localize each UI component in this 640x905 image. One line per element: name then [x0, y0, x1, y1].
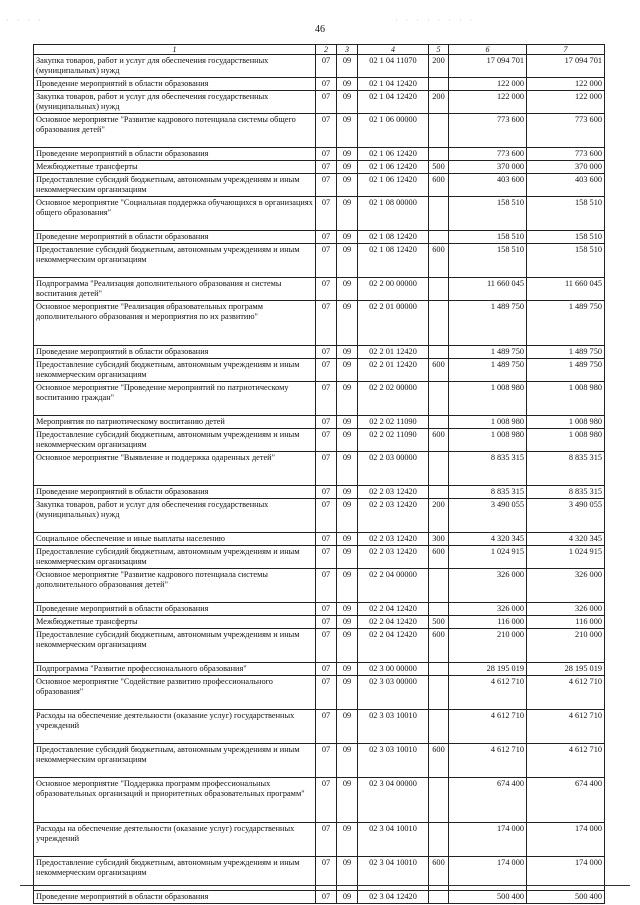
row-expense-type-cell: [429, 486, 449, 499]
row-amount-1-cell: 4 320 345: [449, 533, 527, 546]
row-amount-2-cell: 500 400: [527, 891, 605, 904]
row-section-cell: 07: [316, 161, 337, 174]
row-target-article-cell: 02 2 04 00000: [358, 569, 429, 603]
row-target-article-cell: 02 1 06 12420: [358, 161, 429, 174]
row-amount-2-cell: 158 510: [527, 244, 605, 278]
row-amount-1-cell: 158 510: [449, 197, 527, 231]
row-expense-type-cell: [429, 197, 449, 231]
row-expense-type-cell: [429, 416, 449, 429]
row-target-article-cell: 02 2 04 12420: [358, 616, 429, 629]
row-name-cell: Основное мероприятие "Выявление и поддержка одаренных детей": [34, 452, 316, 486]
row-amount-1-cell: 403 600: [449, 174, 527, 197]
table-row: [34, 197, 605, 231]
table-header-row: [34, 45, 605, 55]
row-expense-type-cell: 200: [429, 499, 449, 533]
row-target-article-cell: 02 2 04 12420: [358, 603, 429, 616]
row-subsection-cell: 09: [337, 486, 358, 499]
row-section-cell: 07: [316, 231, 337, 244]
row-target-article-cell: 02 2 01 12420: [358, 359, 429, 382]
row-amount-2-cell: 773 600: [527, 148, 605, 161]
row-target-article-cell: 02 3 04 00000: [358, 778, 429, 823]
row-name-cell: Закупка товаров, работ и услуг для обеспечения государственных (муниципальных) нужд: [34, 499, 316, 533]
row-expense-type-cell: [429, 823, 449, 857]
row-target-article-cell: 02 2 01 00000: [358, 301, 429, 346]
row-subsection-cell: 09: [337, 710, 358, 744]
row-section-cell: 07: [316, 174, 337, 197]
header-col-7: 7: [527, 45, 605, 55]
row-amount-2-cell: 370 000: [527, 161, 605, 174]
row-subsection-cell: 09: [337, 55, 358, 78]
row-subsection-cell: 09: [337, 629, 358, 663]
row-amount-2-cell: 11 660 045: [527, 278, 605, 301]
row-amount-2-cell: 326 000: [527, 569, 605, 603]
row-section-cell: 07: [316, 91, 337, 114]
table-row: [34, 891, 605, 904]
row-amount-2-cell: 17 094 701: [527, 55, 605, 78]
row-amount-1-cell: 28 195 019: [449, 663, 527, 676]
row-name-cell: Проведение мероприятий в области образования: [34, 148, 316, 161]
row-name-cell: Основное мероприятие "Проведение мероприятий по патриотическому воспитанию граждан": [34, 382, 316, 416]
row-amount-2-cell: 674 400: [527, 778, 605, 823]
row-target-article-cell: 02 1 04 11070: [358, 55, 429, 78]
row-expense-type-cell: [429, 452, 449, 486]
row-name-cell: Межбюджетные трансферты: [34, 161, 316, 174]
row-name-cell: Проведение мероприятий в области образования: [34, 486, 316, 499]
row-target-article-cell: 02 2 02 00000: [358, 382, 429, 416]
row-amount-1-cell: 326 000: [449, 603, 527, 616]
row-expense-type-cell: [429, 346, 449, 359]
row-amount-2-cell: 116 000: [527, 616, 605, 629]
row-amount-2-cell: 158 510: [527, 231, 605, 244]
row-name-cell: Социальное обеспечение и иные выплаты населению: [34, 533, 316, 546]
row-expense-type-cell: 500: [429, 616, 449, 629]
header-col-3: 3: [337, 45, 358, 55]
row-section-cell: 07: [316, 148, 337, 161]
row-amount-2-cell: 28 195 019: [527, 663, 605, 676]
row-subsection-cell: 09: [337, 778, 358, 823]
row-section-cell: 07: [316, 710, 337, 744]
row-amount-1-cell: 174 000: [449, 857, 527, 891]
row-expense-type-cell: 600: [429, 546, 449, 569]
row-name-cell: Предоставление субсидий бюджетным, автономным учреждениям и иным некоммерческим организациям: [34, 546, 316, 569]
row-expense-type-cell: [429, 231, 449, 244]
row-expense-type-cell: [429, 278, 449, 301]
row-subsection-cell: 09: [337, 78, 358, 91]
row-amount-1-cell: 1 024 915: [449, 546, 527, 569]
row-subsection-cell: 09: [337, 161, 358, 174]
row-subsection-cell: 09: [337, 91, 358, 114]
row-name-cell: Закупка товаров, работ и услуг для обеспечения государственных (муниципальных) нужд: [34, 91, 316, 114]
row-amount-2-cell: 122 000: [527, 91, 605, 114]
row-name-cell: Основное мероприятие "Развитие кадрового потенциала системы общего образования детей": [34, 114, 316, 148]
row-section-cell: 07: [316, 499, 337, 533]
row-amount-1-cell: 1 489 750: [449, 346, 527, 359]
row-amount-2-cell: 1 489 750: [527, 346, 605, 359]
row-amount-1-cell: 116 000: [449, 616, 527, 629]
row-name-cell: Основное мероприятие "Реализация образовательных программ дополнительного образования и мероприятия по их развитию": [34, 301, 316, 346]
row-name-cell: Мероприятия по патриотическому воспитанию детей: [34, 416, 316, 429]
page-bottom-rule: [20, 885, 630, 886]
row-section-cell: 07: [316, 197, 337, 231]
row-expense-type-cell: 600: [429, 429, 449, 452]
row-name-cell: Предоставление субсидий бюджетным, автономным учреждениям и иным некоммерческим организациям: [34, 744, 316, 778]
row-target-article-cell: 02 1 06 12420: [358, 174, 429, 197]
row-subsection-cell: 09: [337, 663, 358, 676]
row-amount-2-cell: 1 008 980: [527, 416, 605, 429]
row-section-cell: 07: [316, 278, 337, 301]
table-row: [34, 148, 605, 161]
row-amount-2-cell: 4 320 345: [527, 533, 605, 546]
row-target-article-cell: 02 1 08 12420: [358, 244, 429, 278]
row-amount-1-cell: 17 094 701: [449, 55, 527, 78]
row-amount-2-cell: 8 835 315: [527, 486, 605, 499]
row-section-cell: 07: [316, 359, 337, 382]
page-number: 46: [315, 24, 325, 35]
row-name-cell: Предоставление субсидий бюджетным, автономным учреждениям и иным некоммерческим организациям: [34, 359, 316, 382]
row-expense-type-cell: [429, 114, 449, 148]
row-amount-2-cell: 158 510: [527, 197, 605, 231]
table-row: [34, 382, 605, 416]
row-expense-type-cell: 600: [429, 174, 449, 197]
row-subsection-cell: 09: [337, 148, 358, 161]
row-target-article-cell: 02 2 03 12420: [358, 533, 429, 546]
table-row: [34, 231, 605, 244]
row-section-cell: 07: [316, 533, 337, 546]
row-section-cell: 07: [316, 569, 337, 603]
table-row: [34, 546, 605, 569]
row-expense-type-cell: [429, 148, 449, 161]
row-section-cell: 07: [316, 55, 337, 78]
table-row: [34, 629, 605, 663]
row-amount-2-cell: 1 008 980: [527, 382, 605, 416]
row-amount-1-cell: 122 000: [449, 91, 527, 114]
row-section-cell: 07: [316, 429, 337, 452]
row-section-cell: 07: [316, 382, 337, 416]
row-target-article-cell: 02 1 06 12420: [358, 148, 429, 161]
row-expense-type-cell: 600: [429, 857, 449, 891]
row-expense-type-cell: 600: [429, 629, 449, 663]
row-amount-1-cell: 174 000: [449, 823, 527, 857]
row-section-cell: 07: [316, 416, 337, 429]
row-subsection-cell: 09: [337, 569, 358, 603]
row-name-cell: Подпрограмма "Реализация дополнительного образования и системы воспитания детей": [34, 278, 316, 301]
row-amount-2-cell: 773 600: [527, 114, 605, 148]
header-col-4: 4: [358, 45, 429, 55]
row-subsection-cell: 09: [337, 603, 358, 616]
row-amount-1-cell: 370 000: [449, 161, 527, 174]
header-col-1: 1: [34, 45, 316, 55]
row-subsection-cell: 09: [337, 452, 358, 486]
row-target-article-cell: 02 2 00 00000: [358, 278, 429, 301]
row-amount-1-cell: 3 490 055: [449, 499, 527, 533]
row-name-cell: Основное мероприятие "Развитие кадрового потенциала системы дополнительного образования детей": [34, 569, 316, 603]
row-section-cell: 07: [316, 78, 337, 91]
row-subsection-cell: 09: [337, 857, 358, 891]
row-amount-1-cell: 210 000: [449, 629, 527, 663]
row-expense-type-cell: 300: [429, 533, 449, 546]
row-amount-2-cell: 4 612 710: [527, 676, 605, 710]
row-subsection-cell: 09: [337, 197, 358, 231]
row-amount-2-cell: 122 000: [527, 78, 605, 91]
row-section-cell: 07: [316, 891, 337, 904]
row-section-cell: 07: [316, 629, 337, 663]
row-amount-1-cell: 1 489 750: [449, 301, 527, 346]
row-target-article-cell: 02 1 08 00000: [358, 197, 429, 231]
row-subsection-cell: 09: [337, 744, 358, 778]
table-row: [34, 161, 605, 174]
scan-artifact-dots-left: · · · ·: [6, 16, 44, 25]
row-amount-1-cell: 4 612 710: [449, 676, 527, 710]
table-row: [34, 91, 605, 114]
row-expense-type-cell: [429, 778, 449, 823]
row-subsection-cell: 09: [337, 616, 358, 629]
table-row: [34, 359, 605, 382]
row-target-article-cell: 02 1 08 12420: [358, 231, 429, 244]
row-amount-1-cell: 1 008 980: [449, 382, 527, 416]
row-target-article-cell: 02 2 02 11090: [358, 429, 429, 452]
row-target-article-cell: 02 2 03 00000: [358, 452, 429, 486]
row-expense-type-cell: [429, 569, 449, 603]
row-subsection-cell: 09: [337, 244, 358, 278]
table-row: [34, 823, 605, 857]
table-row: [34, 533, 605, 546]
row-subsection-cell: 09: [337, 301, 358, 346]
row-section-cell: 07: [316, 744, 337, 778]
row-subsection-cell: 09: [337, 359, 358, 382]
row-subsection-cell: 09: [337, 346, 358, 359]
row-amount-2-cell: 326 000: [527, 603, 605, 616]
row-expense-type-cell: [429, 603, 449, 616]
row-section-cell: 07: [316, 823, 337, 857]
table-row: [34, 486, 605, 499]
row-section-cell: 07: [316, 857, 337, 891]
row-target-article-cell: 02 2 04 12420: [358, 629, 429, 663]
row-target-article-cell: 02 2 02 11090: [358, 416, 429, 429]
row-target-article-cell: 02 2 03 12420: [358, 546, 429, 569]
row-subsection-cell: 09: [337, 533, 358, 546]
table-row: [34, 616, 605, 629]
row-amount-2-cell: 1 008 980: [527, 429, 605, 452]
table-row: [34, 499, 605, 533]
row-amount-2-cell: 8 835 315: [527, 452, 605, 486]
row-subsection-cell: 09: [337, 114, 358, 148]
table-row: [34, 55, 605, 78]
row-target-article-cell: 02 1 04 12420: [358, 91, 429, 114]
row-name-cell: Расходы на обеспечение деятельности (оказание услуг) государственных учреждений: [34, 823, 316, 857]
row-amount-2-cell: 174 000: [527, 857, 605, 891]
row-name-cell: Предоставление субсидий бюджетным, автономным учреждениям и иным некоммерческим организациям: [34, 857, 316, 891]
row-section-cell: 07: [316, 452, 337, 486]
row-subsection-cell: 09: [337, 429, 358, 452]
row-target-article-cell: 02 3 04 10010: [358, 857, 429, 891]
table-row: [34, 778, 605, 823]
row-section-cell: 07: [316, 486, 337, 499]
row-subsection-cell: 09: [337, 231, 358, 244]
table-row: [34, 710, 605, 744]
row-expense-type-cell: 200: [429, 91, 449, 114]
row-expense-type-cell: [429, 78, 449, 91]
header-col-5: 5: [429, 45, 449, 55]
row-section-cell: 07: [316, 663, 337, 676]
row-subsection-cell: 09: [337, 823, 358, 857]
row-name-cell: Расходы на обеспечение деятельности (оказание услуг) государственных учреждений: [34, 710, 316, 744]
row-expense-type-cell: [429, 676, 449, 710]
row-section-cell: 07: [316, 114, 337, 148]
row-amount-1-cell: 122 000: [449, 78, 527, 91]
row-amount-2-cell: 1 489 750: [527, 301, 605, 346]
row-section-cell: 07: [316, 301, 337, 346]
row-target-article-cell: 02 2 03 12420: [358, 499, 429, 533]
header-col-2: 2: [316, 45, 337, 55]
row-name-cell: Проведение мероприятий в области образования: [34, 891, 316, 904]
row-target-article-cell: 02 3 03 10010: [358, 744, 429, 778]
row-amount-1-cell: 500 400: [449, 891, 527, 904]
row-name-cell: Предоставление субсидий бюджетным, автономным учреждениям и иным некоммерческим организациям: [34, 429, 316, 452]
row-section-cell: 07: [316, 778, 337, 823]
row-amount-2-cell: 210 000: [527, 629, 605, 663]
row-expense-type-cell: 600: [429, 244, 449, 278]
table-row: [34, 429, 605, 452]
row-target-article-cell: 02 1 06 00000: [358, 114, 429, 148]
row-amount-1-cell: 158 510: [449, 231, 527, 244]
row-amount-2-cell: 174 000: [527, 823, 605, 857]
row-subsection-cell: 09: [337, 546, 358, 569]
row-amount-1-cell: 773 600: [449, 148, 527, 161]
row-amount-2-cell: 1 024 915: [527, 546, 605, 569]
table-row: [34, 676, 605, 710]
row-expense-type-cell: 500: [429, 161, 449, 174]
table-row: [34, 244, 605, 278]
row-name-cell: Подпрограмма "Развитие профессионального образования": [34, 663, 316, 676]
row-name-cell: Проведение мероприятий в области образования: [34, 603, 316, 616]
row-amount-1-cell: 4 612 710: [449, 710, 527, 744]
row-amount-1-cell: 1 489 750: [449, 359, 527, 382]
row-expense-type-cell: [429, 382, 449, 416]
row-name-cell: Предоставление субсидий бюджетным, автономным учреждениям и иным некоммерческим организациям: [34, 244, 316, 278]
row-amount-1-cell: 1 008 980: [449, 429, 527, 452]
table-row: [34, 452, 605, 486]
row-name-cell: Межбюджетные трансферты: [34, 616, 316, 629]
header-col-6: 6: [449, 45, 527, 55]
row-amount-2-cell: 403 600: [527, 174, 605, 197]
row-name-cell: Закупка товаров, работ и услуг для обеспечения государственных (муниципальных) нужд: [34, 55, 316, 78]
table-row: [34, 78, 605, 91]
row-subsection-cell: 09: [337, 676, 358, 710]
row-subsection-cell: 09: [337, 891, 358, 904]
row-amount-2-cell: 1 489 750: [527, 359, 605, 382]
row-amount-1-cell: 158 510: [449, 244, 527, 278]
row-name-cell: Предоставление субсидий бюджетным, автономным учреждениям и иным некоммерческим организациям: [34, 629, 316, 663]
row-amount-2-cell: 4 612 710: [527, 744, 605, 778]
table-row: [34, 301, 605, 346]
row-amount-1-cell: 674 400: [449, 778, 527, 823]
row-name-cell: Проведение мероприятий в области образования: [34, 346, 316, 359]
row-subsection-cell: 09: [337, 499, 358, 533]
row-expense-type-cell: 600: [429, 359, 449, 382]
table-row: [34, 569, 605, 603]
row-amount-1-cell: 8 835 315: [449, 452, 527, 486]
row-name-cell: Проведение мероприятий в области образования: [34, 231, 316, 244]
row-amount-1-cell: 773 600: [449, 114, 527, 148]
row-name-cell: Основное мероприятие "Поддержка программ профессиональных образовательных организаций и приоритетных образовательных программ": [34, 778, 316, 823]
row-name-cell: Основное мероприятие "Социальная поддержка обучающихся в организациях общего образования": [34, 197, 316, 231]
row-section-cell: 07: [316, 546, 337, 569]
table-row: [34, 174, 605, 197]
table-body: [34, 55, 605, 904]
row-subsection-cell: 09: [337, 416, 358, 429]
row-subsection-cell: 09: [337, 174, 358, 197]
budget-table: [33, 44, 605, 904]
row-amount-1-cell: 8 835 315: [449, 486, 527, 499]
row-target-article-cell: 02 2 01 12420: [358, 346, 429, 359]
row-target-article-cell: 02 3 04 12420: [358, 891, 429, 904]
table-row: [34, 278, 605, 301]
table-row: [34, 416, 605, 429]
row-target-article-cell: 02 2 03 12420: [358, 486, 429, 499]
table-row: [34, 114, 605, 148]
table-row: [34, 663, 605, 676]
row-expense-type-cell: [429, 663, 449, 676]
row-amount-2-cell: 4 612 710: [527, 710, 605, 744]
row-target-article-cell: 02 3 04 10010: [358, 823, 429, 857]
row-section-cell: 07: [316, 676, 337, 710]
row-subsection-cell: 09: [337, 278, 358, 301]
row-name-cell: Проведение мероприятий в области образования: [34, 78, 316, 91]
row-target-article-cell: 02 3 03 00000: [358, 676, 429, 710]
row-name-cell: Предоставление субсидий бюджетным, автономным учреждениям и иным некоммерческим организациям: [34, 174, 316, 197]
row-target-article-cell: 02 1 04 12420: [358, 78, 429, 91]
row-target-article-cell: 02 3 00 00000: [358, 663, 429, 676]
row-expense-type-cell: 200: [429, 55, 449, 78]
row-section-cell: 07: [316, 346, 337, 359]
table-row: [34, 603, 605, 616]
row-section-cell: 07: [316, 603, 337, 616]
row-amount-2-cell: 3 490 055: [527, 499, 605, 533]
row-amount-1-cell: 11 660 045: [449, 278, 527, 301]
row-amount-1-cell: 4 612 710: [449, 744, 527, 778]
row-amount-1-cell: 326 000: [449, 569, 527, 603]
row-section-cell: 07: [316, 244, 337, 278]
table-row: [34, 346, 605, 359]
row-expense-type-cell: [429, 891, 449, 904]
row-subsection-cell: 09: [337, 382, 358, 416]
row-target-article-cell: 02 3 03 10010: [358, 710, 429, 744]
row-name-cell: Основное мероприятие "Содействие развитию профессионального образования": [34, 676, 316, 710]
row-expense-type-cell: [429, 710, 449, 744]
row-expense-type-cell: 600: [429, 744, 449, 778]
row-section-cell: 07: [316, 616, 337, 629]
row-amount-1-cell: 1 008 980: [449, 416, 527, 429]
row-expense-type-cell: [429, 301, 449, 346]
scan-artifact-dots-right: · · · · · · · ·: [395, 16, 476, 25]
table-row: [34, 744, 605, 778]
